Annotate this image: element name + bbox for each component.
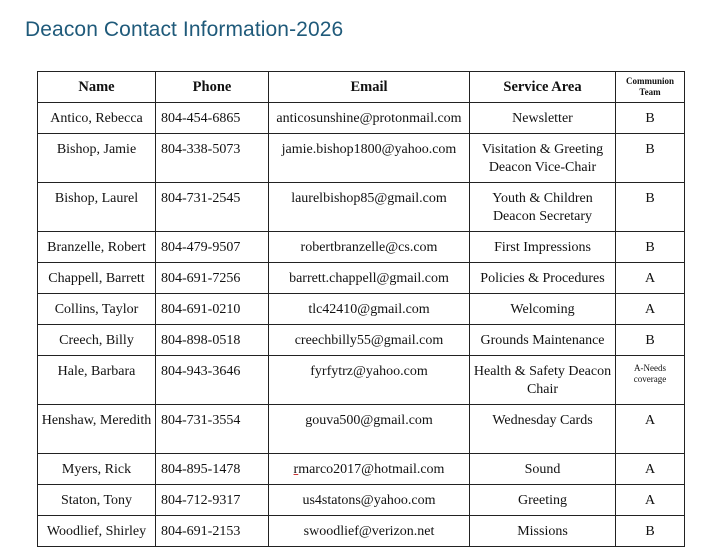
cell-email: laurelbishop85@gmail.com (269, 183, 470, 232)
cell-phone: 804-898-0518 (156, 325, 269, 356)
cell-service-area: Welcoming (470, 294, 616, 325)
table-row (38, 263, 685, 294)
cell-phone: 804-712-9317 (156, 485, 269, 516)
cell-phone: 804-479-9507 (156, 232, 269, 263)
cell-phone: 804-691-2153 (156, 516, 269, 547)
cell-communion-team: A (616, 485, 685, 516)
table-header-row (38, 72, 685, 103)
cell-name: Bishop, Laurel (38, 183, 156, 232)
column-header-email: Email (269, 72, 470, 103)
email-first-letter: r (293, 462, 299, 477)
cell-service-area: Grounds Maintenance (470, 325, 616, 356)
cell-communion-team: B (616, 183, 685, 232)
cell-service-area: Newsletter (470, 103, 616, 134)
cell-communion-team (616, 356, 685, 405)
cell-email: swoodlief@verizon.net (269, 516, 470, 547)
column-header-service-area: Service Area (470, 72, 616, 103)
cell-name: Branzelle, Robert (38, 232, 156, 263)
cell-email: fyrfytrz@yahoo.com (269, 356, 470, 405)
table-row (38, 134, 685, 183)
cell-email (269, 454, 470, 485)
cell-service-area: Sound (470, 454, 616, 485)
cell-name: Staton, Tony (38, 485, 156, 516)
cell-phone: 804-691-0210 (156, 294, 269, 325)
cell-service-area: Wednesday Cards (470, 405, 616, 454)
column-header-name: Name (38, 72, 156, 103)
cell-phone: 804-454-6865 (156, 103, 269, 134)
cell-service-area: Greeting (470, 485, 616, 516)
team-header-line2: Team (639, 87, 661, 97)
table-row (38, 516, 685, 547)
cell-email: tlc42410@gmail.com (269, 294, 470, 325)
cell-service-area: First Impressions (470, 232, 616, 263)
table-row (38, 325, 685, 356)
cell-phone: 804-731-2545 (156, 183, 269, 232)
table-row (38, 183, 685, 232)
cell-phone: 804-691-7256 (156, 263, 269, 294)
cell-name: Antico, Rebecca (38, 103, 156, 134)
cell-service-area: Youth & Children Deacon Secretary (470, 183, 616, 232)
cell-name: Hale, Barbara (38, 356, 156, 405)
cell-communion-team: A (616, 294, 685, 325)
table-row (38, 454, 685, 485)
cell-email: gouva500@gmail.com (269, 405, 470, 454)
cell-name: Collins, Taylor (38, 294, 156, 325)
cell-name: Chappell, Barrett (38, 263, 156, 294)
table-row (38, 103, 685, 134)
table-row (38, 405, 685, 454)
cell-phone: 804-895-1478 (156, 454, 269, 485)
cell-communion-team: A (616, 454, 685, 485)
cell-email: robertbranzelle@cs.com (269, 232, 470, 263)
cell-communion-team: A (616, 405, 685, 454)
table-row (38, 356, 685, 405)
deacon-contact-table (37, 71, 685, 547)
cell-email: anticosunshine@protonmail.com (269, 103, 470, 134)
cell-service-area: Visitation & Greeting Deacon Vice-Chair (470, 134, 616, 183)
cell-communion-team: B (616, 134, 685, 183)
cell-email: jamie.bishop1800@yahoo.com (269, 134, 470, 183)
team-header-line1: Communion (625, 76, 674, 86)
cell-service-area: Missions (470, 516, 616, 547)
column-header-communion-team (616, 72, 685, 103)
cell-name: Woodlief, Shirley (38, 516, 156, 547)
cell-service-area: Health & Safety Deacon Chair (470, 356, 616, 405)
cell-communion-team: A (616, 263, 685, 294)
table-row (38, 232, 685, 263)
cell-phone: 804-943-3646 (156, 356, 269, 405)
team-note-line1: A-Needs (634, 363, 666, 373)
cell-communion-team: B (616, 516, 685, 547)
cell-phone: 804-338-5073 (156, 134, 269, 183)
cell-service-area: Policies & Procedures (470, 263, 616, 294)
email-rest: marco2017@hotmail.com (298, 462, 445, 477)
cell-communion-team: B (616, 325, 685, 356)
cell-email: barrett.chappell@gmail.com (269, 263, 470, 294)
column-header-phone: Phone (156, 72, 269, 103)
cell-communion-team: B (616, 232, 685, 263)
table-row (38, 485, 685, 516)
cell-phone: 804-731-3554 (156, 405, 269, 454)
cell-email: us4statons@yahoo.com (269, 485, 470, 516)
cell-name: Creech, Billy (38, 325, 156, 356)
cell-name: Myers, Rick (38, 454, 156, 485)
table-row (38, 294, 685, 325)
cell-name: Bishop, Jamie (38, 134, 156, 183)
page-title: Deacon Contact Information-2026 (25, 18, 344, 41)
cell-name: Henshaw, Meredith (38, 405, 156, 454)
cell-communion-team: B (616, 103, 685, 134)
team-note-line2: coverage (633, 374, 667, 384)
cell-email: creechbilly55@gmail.com (269, 325, 470, 356)
